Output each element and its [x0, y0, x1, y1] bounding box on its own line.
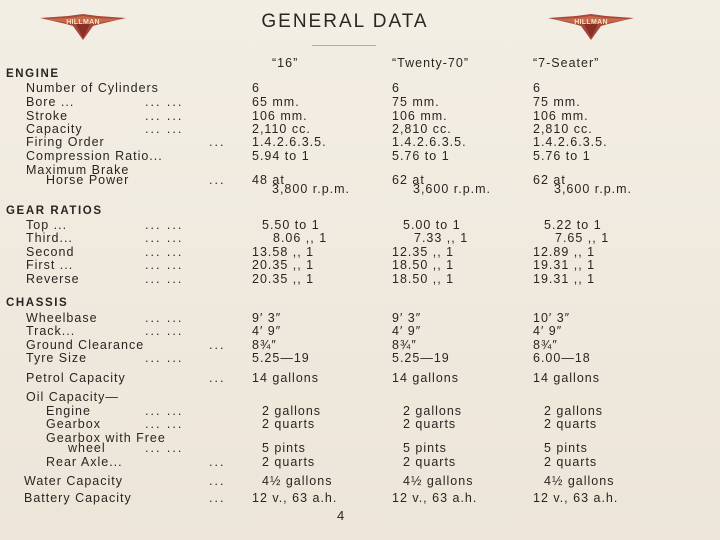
cell-16: 20.35 ,, 1	[252, 272, 315, 286]
leader-dots: ... ...	[145, 218, 184, 232]
leader-dots: ...	[209, 491, 226, 505]
cell-7-seater: 75 mm.	[533, 95, 581, 109]
section-heading-chassis: CHASSIS	[6, 297, 69, 309]
leader-dots: ... ...	[145, 109, 184, 123]
page-title: GENERAL DATA	[261, 11, 429, 32]
leader-dots: ... ...	[145, 311, 184, 325]
cell-16: 5.94 to 1	[252, 149, 310, 163]
cell-7-seater: 6	[533, 81, 541, 95]
leader-dots: ...	[209, 135, 226, 149]
cell-7-seater: 19.31 ,, 1	[533, 258, 596, 272]
leader-dots: ...	[209, 338, 226, 352]
row-label: Stroke	[26, 109, 69, 123]
cell-16: 12 v., 63 a.h.	[252, 491, 338, 505]
cell-16: 2 quarts	[262, 417, 316, 431]
row-label: Compression Ratio...	[26, 149, 163, 163]
column-header-7-seater: “7-Seater”	[533, 56, 600, 70]
cell-16: 6	[252, 81, 260, 95]
leader-dots: ... ...	[145, 95, 184, 109]
cell-7-seater: 5.76 to 1	[533, 149, 591, 163]
cell-7-seater: 12 v., 63 a.h.	[533, 491, 619, 505]
leader-dots: ... ...	[145, 231, 184, 245]
cell-16-rpm: 3,800 r.p.m.	[272, 182, 351, 196]
cell-twenty-70: 18.50 ,, 1	[392, 258, 455, 272]
cell-16: 48 at	[252, 173, 285, 187]
cell-7-seater-rpm: 3,600 r.p.m.	[554, 182, 633, 196]
cell-7-seater: 19.31 ,, 1	[533, 272, 596, 286]
cell-7-seater: 62 at	[533, 173, 566, 187]
cell-twenty-70: 4½ gallons	[403, 474, 474, 488]
row-label: Rear Axle...	[46, 455, 123, 469]
leader-dots: ...	[209, 371, 226, 385]
cell-twenty-70: 2 gallons	[403, 404, 463, 418]
section-heading-engine: ENGINE	[6, 68, 60, 80]
cell-7-seater: 6.00—18	[533, 351, 591, 365]
row-label: Oil Capacity—	[26, 390, 119, 404]
cell-7-seater: 4½ gallons	[544, 474, 615, 488]
cell-twenty-70: 5.25—19	[392, 351, 450, 365]
cell-16: 8¾″	[252, 338, 277, 352]
cell-7-seater: 2,810 cc.	[533, 122, 593, 136]
row-label-continued: Horse Power	[46, 173, 130, 187]
cell-7-seater: 5 pints	[544, 441, 588, 455]
row-label: Ground Clearance	[26, 338, 145, 352]
cell-twenty-70: 8¾″	[392, 338, 417, 352]
cell-twenty-70: 4′ 9″	[392, 324, 422, 338]
leader-dots: ... ...	[145, 324, 184, 338]
leader-dots: ... ...	[145, 404, 184, 418]
cell-twenty-70: 5 pints	[403, 441, 447, 455]
leader-dots: ... ...	[145, 417, 184, 431]
leader-dots: ...	[209, 173, 226, 187]
row-label: Wheelbase	[26, 311, 98, 325]
row-label: Capacity	[26, 122, 83, 136]
cell-twenty-70: 2 quarts	[403, 455, 457, 469]
cell-16: 106 mm.	[252, 109, 308, 123]
column-header-16: “16”	[272, 56, 299, 70]
leader-dots: ... ...	[145, 441, 184, 455]
cell-twenty-70: 9′ 3″	[392, 311, 422, 325]
cell-twenty-70: 2 quarts	[403, 417, 457, 431]
title-divider	[312, 45, 376, 46]
cell-16: 2 quarts	[262, 455, 316, 469]
cell-16: 5.50 to 1	[262, 218, 320, 232]
row-label: Battery Capacity	[24, 491, 132, 505]
logo-wordmark: HILLMAN	[574, 19, 608, 26]
cell-16: 2 gallons	[262, 404, 322, 418]
cell-16: 4′ 9″	[252, 324, 282, 338]
cell-twenty-70: 14 gallons	[392, 371, 459, 385]
row-label: Tyre Size	[26, 351, 88, 365]
cell-7-seater: 2 quarts	[544, 455, 598, 469]
leader-dots: ... ...	[145, 351, 184, 365]
leader-dots: ...	[209, 474, 226, 488]
row-label: Second	[26, 245, 75, 259]
cell-7-seater: 106 mm.	[533, 109, 589, 123]
cell-16: 1.4.2.6.3.5.	[252, 135, 327, 149]
cell-twenty-70: 1.4.2.6.3.5.	[392, 135, 467, 149]
row-label: Engine	[46, 404, 91, 418]
row-label: Water Capacity	[24, 474, 123, 488]
cell-7-seater: 2 gallons	[544, 404, 604, 418]
leader-dots: ...	[209, 455, 226, 469]
cell-16: 9′ 3″	[252, 311, 282, 325]
cell-twenty-70: 106 mm.	[392, 109, 448, 123]
cell-7-seater: 1.4.2.6.3.5.	[533, 135, 608, 149]
cell-7-seater: 7.65 ,, 1	[555, 231, 610, 245]
row-label: Reverse	[26, 272, 80, 286]
page-number: 4	[337, 508, 345, 523]
row-label: Petrol Capacity	[26, 371, 126, 385]
cell-twenty-70-rpm: 3,600 r.p.m.	[413, 182, 492, 196]
column-header-twenty-70: “Twenty-70”	[392, 56, 469, 70]
cell-16: 8.06 ,, 1	[273, 231, 328, 245]
row-label: Gearbox with Free	[46, 431, 166, 445]
hillman-logo-left	[38, 10, 128, 42]
cell-twenty-70: 6	[392, 81, 400, 95]
cell-16: 20.35 ,, 1	[252, 258, 315, 272]
cell-7-seater: 4′ 9″	[533, 324, 563, 338]
row-label: First ...	[26, 258, 74, 272]
cell-twenty-70: 18.50 ,, 1	[392, 272, 455, 286]
leader-dots: ... ...	[145, 245, 184, 259]
cell-twenty-70: 5.76 to 1	[392, 149, 450, 163]
cell-7-seater: 10′ 3″	[533, 311, 571, 325]
hillman-logo-right	[546, 10, 636, 42]
row-label: Top ...	[26, 218, 68, 232]
row-label: Gearbox	[46, 417, 101, 431]
leader-dots: ... ...	[145, 258, 184, 272]
cell-twenty-70: 5.00 to 1	[403, 218, 461, 232]
cell-16: 65 mm.	[252, 95, 300, 109]
cell-7-seater: 8¾″	[533, 338, 558, 352]
cell-16: 13.58 ,, 1	[252, 245, 315, 259]
cell-7-seater: 12.89 ,, 1	[533, 245, 596, 259]
cell-twenty-70: 12 v., 63 a.h.	[392, 491, 478, 505]
cell-7-seater: 14 gallons	[533, 371, 600, 385]
row-label: Maximum Brake	[26, 163, 130, 177]
cell-16: 5 pints	[262, 441, 306, 455]
section-heading-gear-ratios: GEAR RATIOS	[6, 205, 103, 217]
row-label: Bore ...	[26, 95, 75, 109]
cell-16: 4½ gallons	[262, 474, 333, 488]
row-label: Number of Cylinders	[26, 81, 159, 95]
row-label-continued: wheel	[68, 441, 106, 455]
cell-twenty-70: 2,810 cc.	[392, 122, 452, 136]
row-label: Track...	[26, 324, 76, 338]
cell-7-seater: 2 quarts	[544, 417, 598, 431]
leader-dots: ... ...	[145, 122, 184, 136]
cell-16: 14 gallons	[252, 371, 319, 385]
cell-16: 2,110 cc.	[252, 122, 311, 136]
row-label: Firing Order	[26, 135, 105, 149]
leader-dots: ... ...	[145, 272, 184, 286]
cell-twenty-70: 62 at	[392, 173, 425, 187]
cell-twenty-70: 75 mm.	[392, 95, 440, 109]
logo-wordmark: HILLMAN	[66, 19, 100, 26]
cell-7-seater: 5.22 to 1	[544, 218, 602, 232]
cell-twenty-70: 7.33 ,, 1	[414, 231, 469, 245]
row-label: Third...	[26, 231, 73, 245]
cell-16: 5.25—19	[252, 351, 310, 365]
cell-twenty-70: 12.35 ,, 1	[392, 245, 455, 259]
